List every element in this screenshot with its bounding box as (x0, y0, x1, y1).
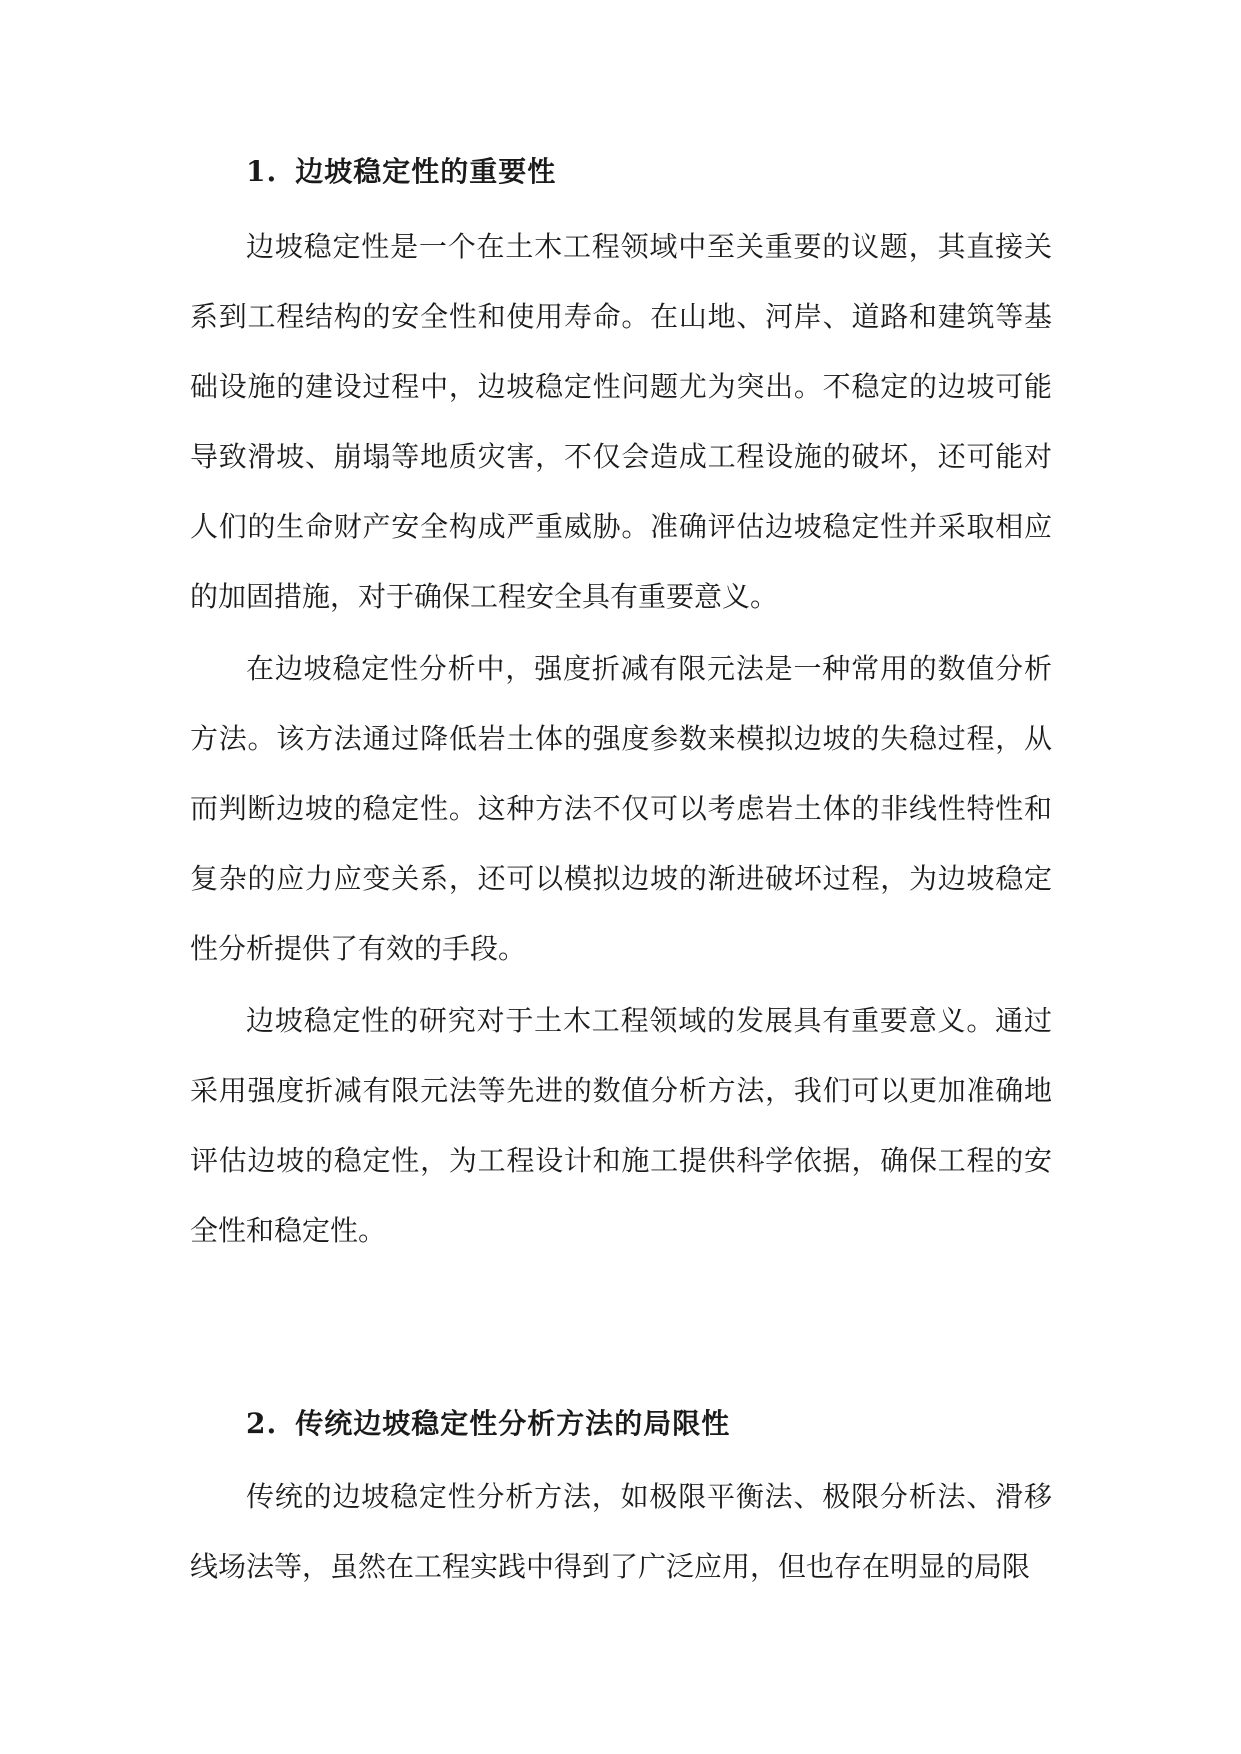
section-1-number: 1. (246, 155, 278, 188)
section-2-heading (246, 1404, 730, 1444)
section-2-paragraph-1: 传统的边坡稳定性分析方法，如极限平衡法、极限分析法、滑移线场法等，虽然在工程实践中得到了广泛应用，但也存在明显的局限 (190, 1480, 1052, 1583)
section-1-paragraph-2: 在边坡稳定性分析中，强度折减有限元法是一种常用的数值分析方法。该方法通过降低岩土体的强度参数来模拟边坡的失稳过程，从而判断边坡的稳定性。这种方法不仅可以考虑岩土体的非线性特性和复杂的应力应变关系，还可以模拟边坡的渐进破坏过程，为边坡稳定性分析提供了有效的手段。 (190, 652, 1052, 965)
section-1-title: 边坡稳定性的重要性 (295, 155, 557, 188)
section-2-title: 传统边坡稳定性分析方法的局限性 (295, 1407, 731, 1440)
section-1-paragraph-3: 边坡稳定性的研究对于土木工程领域的发展具有重要意义。通过采用强度折减有限元法等先进的数值分析方法，我们可以更加准确地评估边坡的稳定性，为工程设计和施工提供科学依据，确保工程的安全性和稳定性。 (190, 1004, 1052, 1247)
section-1-heading (246, 152, 556, 192)
section-2-number: 2. (246, 1407, 278, 1440)
section-1-paragraph-1: 边坡稳定性是一个在土木工程领域中至关重要的议题，其直接关系到工程结构的安全性和使用寿命。在山地、河岸、道路和建筑等基础设施的建设过程中，边坡稳定性问题尤为突出。不稳定的边坡可能导致滑坡、崩塌等地质灾害，不仅会造成工程设施的破坏，还可能对人们的生命财产安全构成严重威胁。准确评估边坡稳定性并采取相应的加固措施，对于确保工程安全具有重要意义。 (190, 230, 1052, 613)
